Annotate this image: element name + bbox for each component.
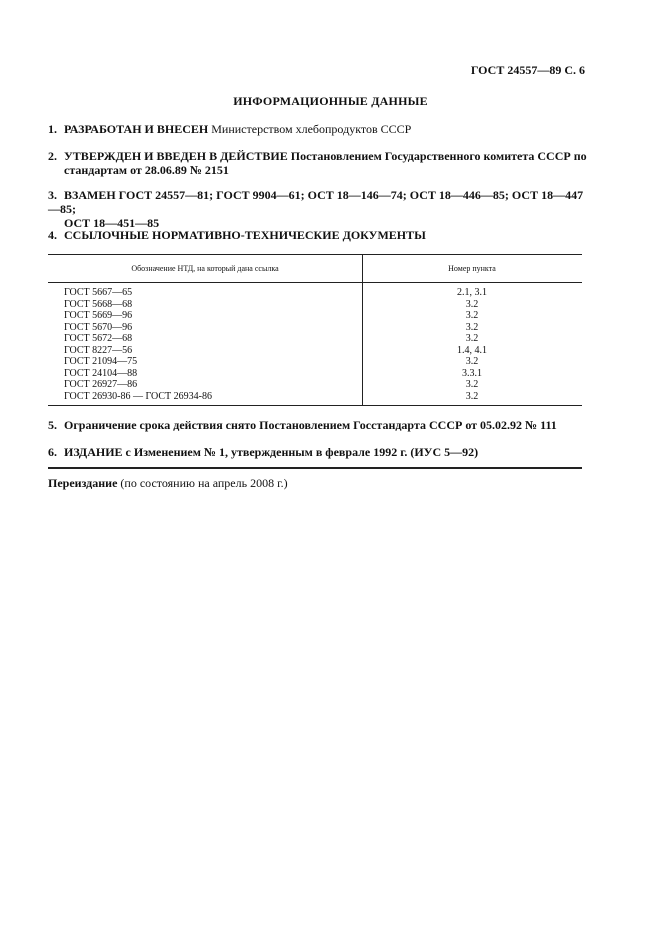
- clause-cell: 3.2: [465, 356, 479, 367]
- table-row: [64, 322, 582, 334]
- document-cell: ГОСТ 5670—96: [64, 321, 133, 333]
- document-cell: ГОСТ 5668—68: [64, 298, 133, 310]
- table-row: [64, 345, 582, 357]
- item-number: 5.: [48, 418, 57, 432]
- item-number: 1.: [48, 122, 57, 136]
- reissue-text: (по состоянию на апрель 2008 г.): [117, 476, 288, 490]
- clause-cell: 3.2: [465, 379, 479, 390]
- info-item-6: [48, 445, 588, 459]
- document-cell: ГОСТ 5669—96: [64, 310, 133, 321]
- table-row: [64, 333, 582, 345]
- item-text: с Изменением № 1, утвержденным в феврале 1992 г. (ИУС 5—92): [122, 445, 479, 459]
- reissue-note: [48, 476, 288, 491]
- table-row: [64, 299, 582, 311]
- page-header: ГОСТ 24557—89 С. 6: [470, 63, 585, 77]
- clause-cell: 3.2: [465, 390, 479, 402]
- document-cell: ГОСТ 21094—75: [64, 356, 138, 367]
- divider-rule: [48, 467, 582, 469]
- clause-cell: 2.1, 3.1: [457, 287, 487, 298]
- document-cell: ГОСТ 26930-86 — ГОСТ 26934-86: [64, 390, 212, 402]
- clause-cell: 3.2: [465, 310, 479, 321]
- clause-cell: 3.2: [465, 298, 479, 310]
- document-cell: ГОСТ 24104—88: [64, 367, 138, 379]
- table-row: [64, 379, 582, 391]
- table-row: [64, 368, 582, 380]
- reissue-label: Переиздание: [48, 476, 118, 490]
- info-item-5: [48, 418, 588, 432]
- document-cell: ГОСТ 5672—68: [64, 333, 133, 344]
- table-row: [64, 356, 582, 368]
- clause-cell: 3.3.1: [462, 367, 482, 379]
- info-item-1: [48, 122, 588, 136]
- item-text: Министерством хлебопродуктов СССР: [208, 122, 412, 136]
- item-heading: ССЫЛОЧНЫЕ НОРМАТИВНО-ТЕХНИЧЕСКИЕ ДОКУМЕНТЫ: [64, 228, 426, 242]
- item-heading: ИЗДАНИЕ: [64, 445, 123, 459]
- item-heading: РАЗРАБОТАН И ВНЕСЕН: [64, 122, 209, 136]
- table-row: [64, 287, 582, 299]
- table-top-border: [48, 254, 582, 255]
- item-number: 6.: [48, 445, 57, 459]
- table-header-document: Обозначение НТД, на который дана ссылка: [131, 264, 279, 273]
- info-item-3: [48, 188, 588, 230]
- item-heading: Ограничение срока действия снято Постановлением Госстандарта СССР от 05.02.92 № 111: [64, 418, 557, 432]
- item-number: 4.: [48, 228, 57, 242]
- document-cell: ГОСТ 8227—56: [64, 344, 133, 356]
- item-text-line2: стандартам от 28.06.89 № 2151: [64, 163, 229, 177]
- table-row: [64, 391, 582, 403]
- document-cell: ГОСТ 26927—86: [64, 379, 138, 390]
- item-text-line2: ОСТ 18—451—85: [64, 216, 160, 230]
- item-number: 2.: [48, 149, 57, 163]
- item-heading: ВЗАМЕН ГОСТ 24557—81; ГОСТ 9904—61; ОСТ 18—146—74; ОСТ 18—446—85; ОСТ 18—447—85;: [48, 188, 584, 216]
- table-row: [64, 310, 582, 322]
- info-item-4: [48, 228, 588, 242]
- clause-cell: 3.2: [465, 321, 479, 333]
- table-header-border: [48, 282, 582, 283]
- item-number: 3.: [48, 188, 57, 202]
- document-cell: ГОСТ 5667—65: [64, 287, 133, 298]
- clause-cell: 1.4, 4.1: [457, 344, 487, 356]
- table-header-clause: Номер пункта: [448, 264, 496, 273]
- info-item-2: [48, 149, 588, 177]
- clause-cell: 3.2: [465, 333, 479, 344]
- table-bottom-border: [48, 405, 582, 406]
- item-heading: УТВЕРЖДЕН И ВВЕДЕН В ДЕЙСТВИЕ: [64, 149, 288, 163]
- item-text: Постановлением Государственного комитета СССР по: [287, 149, 587, 163]
- section-title: ИНФОРМАЦИОННЫЕ ДАННЫЕ: [233, 94, 428, 108]
